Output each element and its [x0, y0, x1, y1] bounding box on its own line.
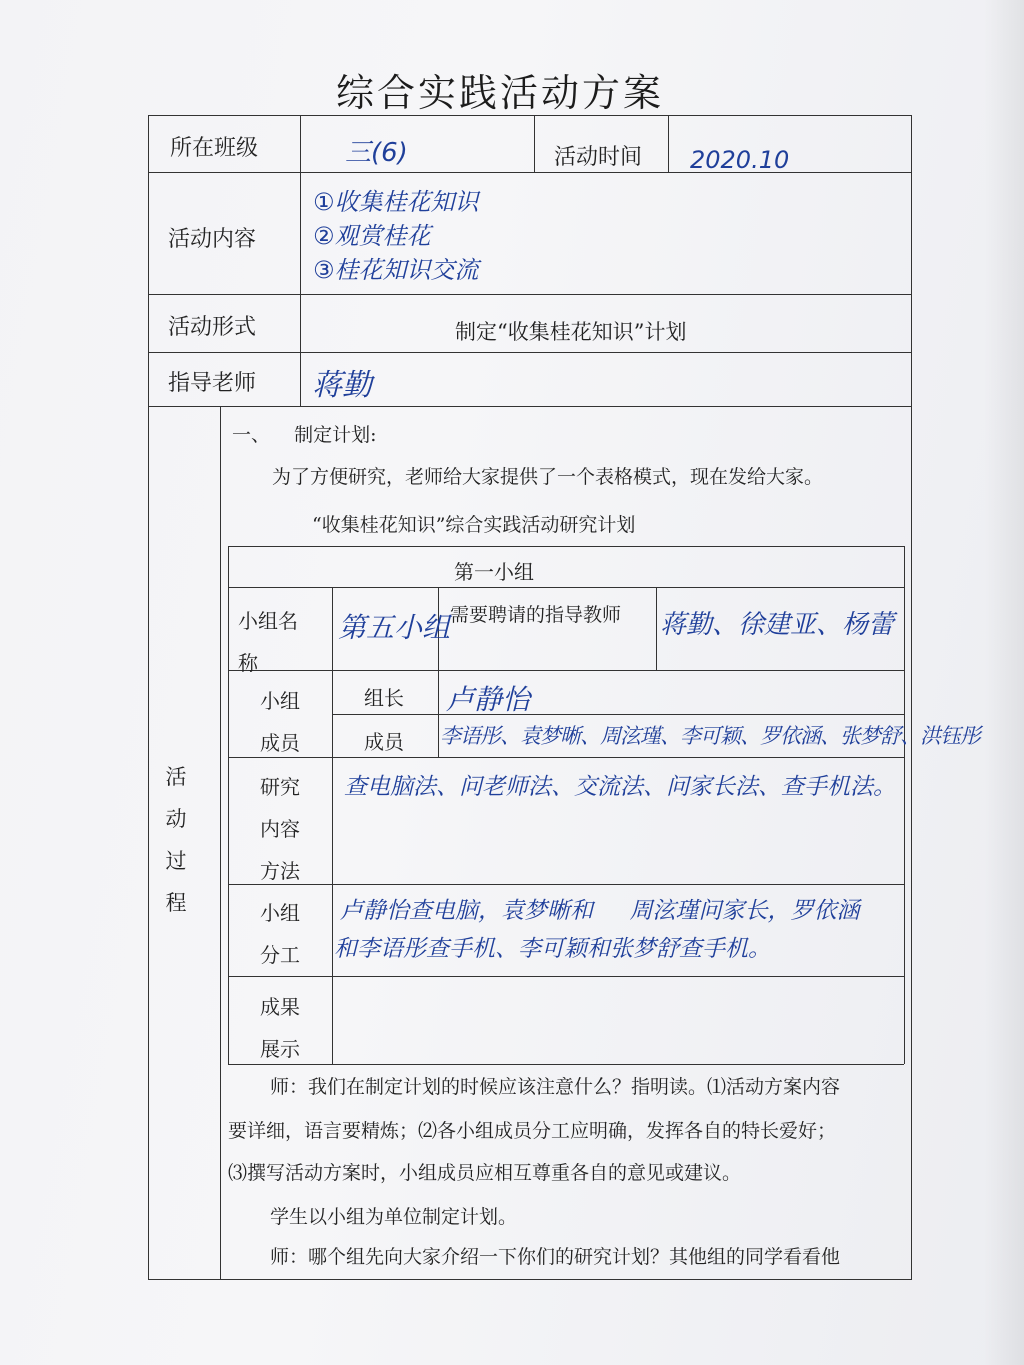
- leader-label: 组长: [364, 686, 404, 710]
- leader-value[interactable]: 卢静怡: [446, 683, 531, 716]
- side-char: 活: [165, 765, 187, 789]
- inner-border-top: [228, 546, 904, 547]
- row-divider: [148, 406, 912, 407]
- document-title: 综合实践活动方案: [335, 71, 664, 115]
- inner-col-divider: [332, 587, 333, 1064]
- inner-row-divider: [228, 757, 904, 758]
- member-value[interactable]: 李语彤、袁梦晰、周泫瑾、李可颖、罗依涵、张梦舒、洪钰彤: [440, 724, 980, 748]
- inner-row-divider: [228, 587, 904, 588]
- section-heading: 一、 制定计划:: [232, 424, 377, 446]
- form-value: 制定“收集桂花知识”计划: [455, 320, 687, 344]
- class-label: 所在班级: [170, 136, 259, 161]
- intro-text: 为了方便研究，老师给大家提供了一个表格模式，现在发给大家。: [272, 466, 824, 488]
- member-label: 成员: [364, 730, 404, 754]
- row-divider: [148, 352, 912, 353]
- paragraph-1-line-3: ⑶撰写活动方案时，小组成员应相互尊重各自的意见或建议。: [228, 1162, 742, 1184]
- inner-row-divider: [228, 976, 904, 977]
- col-divider: [668, 115, 669, 172]
- paragraph-2: 学生以小组为单位制定计划。: [270, 1206, 518, 1228]
- advisor-label: 需要聘请的指导教师: [450, 604, 622, 626]
- content-item-3[interactable]: ③桂花知识交流: [313, 256, 479, 284]
- teacher-label: 指导老师: [168, 371, 257, 396]
- side-char: 过: [165, 849, 187, 873]
- content-item-1[interactable]: ①收集桂花知识: [313, 188, 479, 216]
- plan-title: “收集桂花知识”综合实践活动研究计划: [312, 514, 636, 536]
- content-item-2[interactable]: ②观赏桂花: [313, 222, 431, 250]
- row-divider: [148, 172, 912, 173]
- col-divider: [534, 115, 535, 172]
- research-value[interactable]: 查电脑法、问老师法、交流法、问家长法、查手机法。: [344, 774, 896, 800]
- members-label: 小组成员: [260, 689, 300, 755]
- division-label: 小组分工: [260, 901, 300, 967]
- group-title: 第一小组: [454, 560, 534, 584]
- inner-border-bottom: [228, 1064, 904, 1065]
- time-value[interactable]: 2020.10: [690, 146, 790, 174]
- process-side-label: [164, 756, 188, 924]
- inner-row-divider: [332, 714, 904, 715]
- paragraph-1-line-1: 师：我们在制定计划的时候应该注意什么？指明读。⑴活动方案内容: [270, 1076, 841, 1098]
- form-label: 活动形式: [168, 315, 257, 340]
- time-label: 活动时间: [554, 145, 643, 170]
- group-name-value[interactable]: 第五小组: [338, 611, 451, 644]
- result-label: 成果展示: [260, 995, 300, 1061]
- col-divider: [220, 406, 221, 1280]
- inner-col-divider: [656, 587, 657, 670]
- paragraph-3: 师：哪个组先向大家介绍一下你们的研究计划？其他组的同学看看他: [270, 1246, 841, 1268]
- inner-border-right: [904, 546, 905, 1064]
- inner-row-divider: [228, 670, 904, 671]
- content-label: 活动内容: [168, 227, 257, 252]
- side-char: 程: [165, 891, 187, 915]
- inner-row-divider: [228, 884, 904, 885]
- division-line-2[interactable]: 和李语彤查手机、李可颖和张梦舒查手机。: [334, 936, 771, 962]
- advisor-value[interactable]: 蒋勤、徐建亚、杨蕾: [660, 610, 895, 640]
- class-value[interactable]: 三(6): [345, 138, 408, 168]
- page-shadow: [984, 0, 1024, 1365]
- teacher-value[interactable]: 蒋勤: [312, 368, 372, 403]
- group-name-label: 小组名称: [238, 609, 298, 675]
- side-char: 动: [165, 807, 187, 831]
- paragraph-1-line-2: 要详细，语言要精炼；⑵各小组成员分工应明确，发挥各自的特长爱好；: [228, 1120, 837, 1142]
- division-line-1[interactable]: 卢静怡查电脑，袁梦晰和 周泫瑾问家长，罗依涵: [340, 898, 860, 924]
- row-divider: [148, 294, 912, 295]
- inner-border-left: [228, 546, 229, 1064]
- col-divider: [300, 115, 301, 406]
- research-label: 研究内容方法: [260, 775, 300, 883]
